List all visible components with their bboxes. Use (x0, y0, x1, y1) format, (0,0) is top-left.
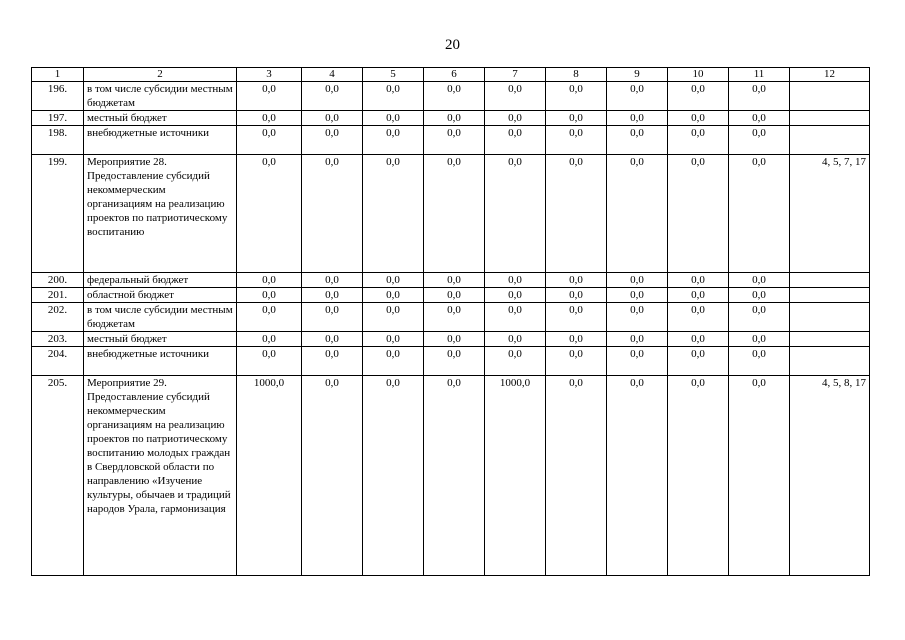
value-cell: 0,0 (302, 376, 363, 576)
value-cell: 0,0 (237, 82, 302, 111)
value-cell: 0,0 (668, 303, 729, 332)
value-cell: 0,0 (485, 303, 546, 332)
target-indicators (790, 82, 870, 111)
value-cell: 0,0 (363, 332, 424, 347)
value-cell: 0,0 (363, 155, 424, 273)
value-cell: 0,0 (668, 288, 729, 303)
value-cell: 0,0 (729, 82, 790, 111)
column-header: 11 (729, 68, 790, 82)
value-cell: 0,0 (546, 376, 607, 576)
value-cell: 0,0 (729, 273, 790, 288)
value-cell: 1000,0 (237, 376, 302, 576)
table-row (32, 82, 870, 111)
column-header: 9 (607, 68, 668, 82)
table-row (32, 126, 870, 155)
target-indicators (790, 303, 870, 332)
table-body (32, 82, 870, 576)
column-header: 1 (32, 68, 84, 82)
value-cell: 0,0 (363, 126, 424, 155)
value-cell: 0,0 (607, 288, 668, 303)
value-cell: 0,0 (729, 332, 790, 347)
row-name: внебюджетные источники (84, 126, 237, 155)
row-name: Мероприятие 28. Предоставление субсидий некоммерческим организациям на реализацию проектов по патриотическому воспитанию (84, 155, 237, 273)
target-indicators: 4, 5, 8, 17 (790, 376, 870, 576)
value-cell: 0,0 (424, 126, 485, 155)
row-number: 196. (32, 82, 84, 111)
row-number: 201. (32, 288, 84, 303)
value-cell: 0,0 (424, 273, 485, 288)
value-cell: 0,0 (485, 126, 546, 155)
value-cell: 0,0 (546, 288, 607, 303)
column-header: 4 (302, 68, 363, 82)
table-row (32, 347, 870, 376)
column-number-header-row (32, 68, 870, 82)
value-cell: 0,0 (485, 288, 546, 303)
target-indicators (790, 347, 870, 376)
value-cell: 0,0 (729, 111, 790, 126)
value-cell: 0,0 (668, 155, 729, 273)
table-row (32, 303, 870, 332)
value-cell: 0,0 (668, 111, 729, 126)
target-indicators (790, 332, 870, 347)
value-cell: 0,0 (424, 376, 485, 576)
value-cell: 0,0 (729, 347, 790, 376)
row-number: 198. (32, 126, 84, 155)
column-header: 12 (790, 68, 870, 82)
row-name: областной бюджет (84, 288, 237, 303)
value-cell: 0,0 (424, 288, 485, 303)
value-cell: 0,0 (546, 273, 607, 288)
value-cell: 0,0 (237, 126, 302, 155)
value-cell: 0,0 (302, 288, 363, 303)
target-indicators (790, 126, 870, 155)
value-cell: 0,0 (729, 288, 790, 303)
column-header: 2 (84, 68, 237, 82)
table-row (32, 155, 870, 273)
row-name: в том числе субсидии местным бюджетам (84, 82, 237, 111)
value-cell: 0,0 (546, 155, 607, 273)
value-cell: 0,0 (363, 111, 424, 126)
target-indicators (790, 273, 870, 288)
value-cell: 0,0 (302, 82, 363, 111)
value-cell: 0,0 (485, 155, 546, 273)
value-cell: 0,0 (424, 82, 485, 111)
table-row (32, 376, 870, 576)
value-cell: 0,0 (546, 111, 607, 126)
value-cell: 0,0 (546, 82, 607, 111)
table-row (32, 111, 870, 126)
value-cell: 0,0 (729, 126, 790, 155)
value-cell: 0,0 (607, 126, 668, 155)
row-name: внебюджетные источники (84, 347, 237, 376)
value-cell: 0,0 (546, 303, 607, 332)
value-cell: 0,0 (363, 303, 424, 332)
column-header: 6 (424, 68, 485, 82)
value-cell: 0,0 (424, 111, 485, 126)
value-cell: 0,0 (485, 273, 546, 288)
value-cell: 0,0 (302, 332, 363, 347)
value-cell: 0,0 (302, 273, 363, 288)
column-header: 3 (237, 68, 302, 82)
value-cell: 0,0 (363, 376, 424, 576)
value-cell: 0,0 (668, 347, 729, 376)
value-cell: 0,0 (668, 332, 729, 347)
value-cell: 0,0 (424, 347, 485, 376)
value-cell: 0,0 (363, 273, 424, 288)
value-cell: 0,0 (607, 376, 668, 576)
value-cell: 0,0 (302, 303, 363, 332)
row-number: 202. (32, 303, 84, 332)
value-cell: 0,0 (607, 82, 668, 111)
value-cell: 1000,0 (485, 376, 546, 576)
value-cell: 0,0 (237, 332, 302, 347)
row-name: в том числе субсидии местным бюджетам (84, 303, 237, 332)
column-header: 7 (485, 68, 546, 82)
value-cell: 0,0 (237, 111, 302, 126)
value-cell: 0,0 (729, 155, 790, 273)
value-cell: 0,0 (237, 303, 302, 332)
column-header: 8 (546, 68, 607, 82)
value-cell: 0,0 (546, 126, 607, 155)
value-cell: 0,0 (302, 155, 363, 273)
value-cell: 0,0 (363, 288, 424, 303)
value-cell: 0,0 (237, 347, 302, 376)
row-number: 205. (32, 376, 84, 576)
value-cell: 0,0 (424, 303, 485, 332)
row-number: 200. (32, 273, 84, 288)
target-indicators (790, 111, 870, 126)
value-cell: 0,0 (729, 376, 790, 576)
value-cell: 0,0 (668, 273, 729, 288)
value-cell: 0,0 (546, 347, 607, 376)
value-cell: 0,0 (302, 347, 363, 376)
page-number: 20 (445, 37, 460, 53)
value-cell: 0,0 (607, 111, 668, 126)
column-header: 10 (668, 68, 729, 82)
target-indicators: 4, 5, 7, 17 (790, 155, 870, 273)
value-cell: 0,0 (363, 82, 424, 111)
table-row (32, 273, 870, 288)
value-cell: 0,0 (302, 126, 363, 155)
value-cell: 0,0 (607, 332, 668, 347)
row-name: местный бюджет (84, 332, 237, 347)
value-cell: 0,0 (424, 332, 485, 347)
value-cell: 0,0 (485, 111, 546, 126)
column-header: 5 (363, 68, 424, 82)
row-number: 204. (32, 347, 84, 376)
value-cell: 0,0 (668, 82, 729, 111)
row-number: 199. (32, 155, 84, 273)
value-cell: 0,0 (485, 347, 546, 376)
value-cell: 0,0 (607, 273, 668, 288)
row-name: Мероприятие 29. Предоставление субсидий некоммерческим организациям на реализацию проектов по патриотическому воспитанию молодых граждан в Свердловской области по направлению «Изучение культуры, обычаев и традиций народов Урала, гармонизация (84, 376, 237, 576)
row-number: 203. (32, 332, 84, 347)
row-name: местный бюджет (84, 111, 237, 126)
row-name: федеральный бюджет (84, 273, 237, 288)
value-cell: 0,0 (729, 303, 790, 332)
value-cell: 0,0 (607, 155, 668, 273)
row-number: 197. (32, 111, 84, 126)
value-cell: 0,0 (485, 332, 546, 347)
value-cell: 0,0 (546, 332, 607, 347)
value-cell: 0,0 (302, 111, 363, 126)
value-cell: 0,0 (237, 155, 302, 273)
target-indicators (790, 288, 870, 303)
value-cell: 0,0 (424, 155, 485, 273)
value-cell: 0,0 (485, 82, 546, 111)
value-cell: 0,0 (668, 376, 729, 576)
value-cell: 0,0 (607, 303, 668, 332)
budget-table (31, 67, 870, 576)
value-cell: 0,0 (237, 288, 302, 303)
value-cell: 0,0 (668, 126, 729, 155)
table-row (32, 288, 870, 303)
value-cell: 0,0 (607, 347, 668, 376)
value-cell: 0,0 (237, 273, 302, 288)
table-row (32, 332, 870, 347)
value-cell: 0,0 (363, 347, 424, 376)
